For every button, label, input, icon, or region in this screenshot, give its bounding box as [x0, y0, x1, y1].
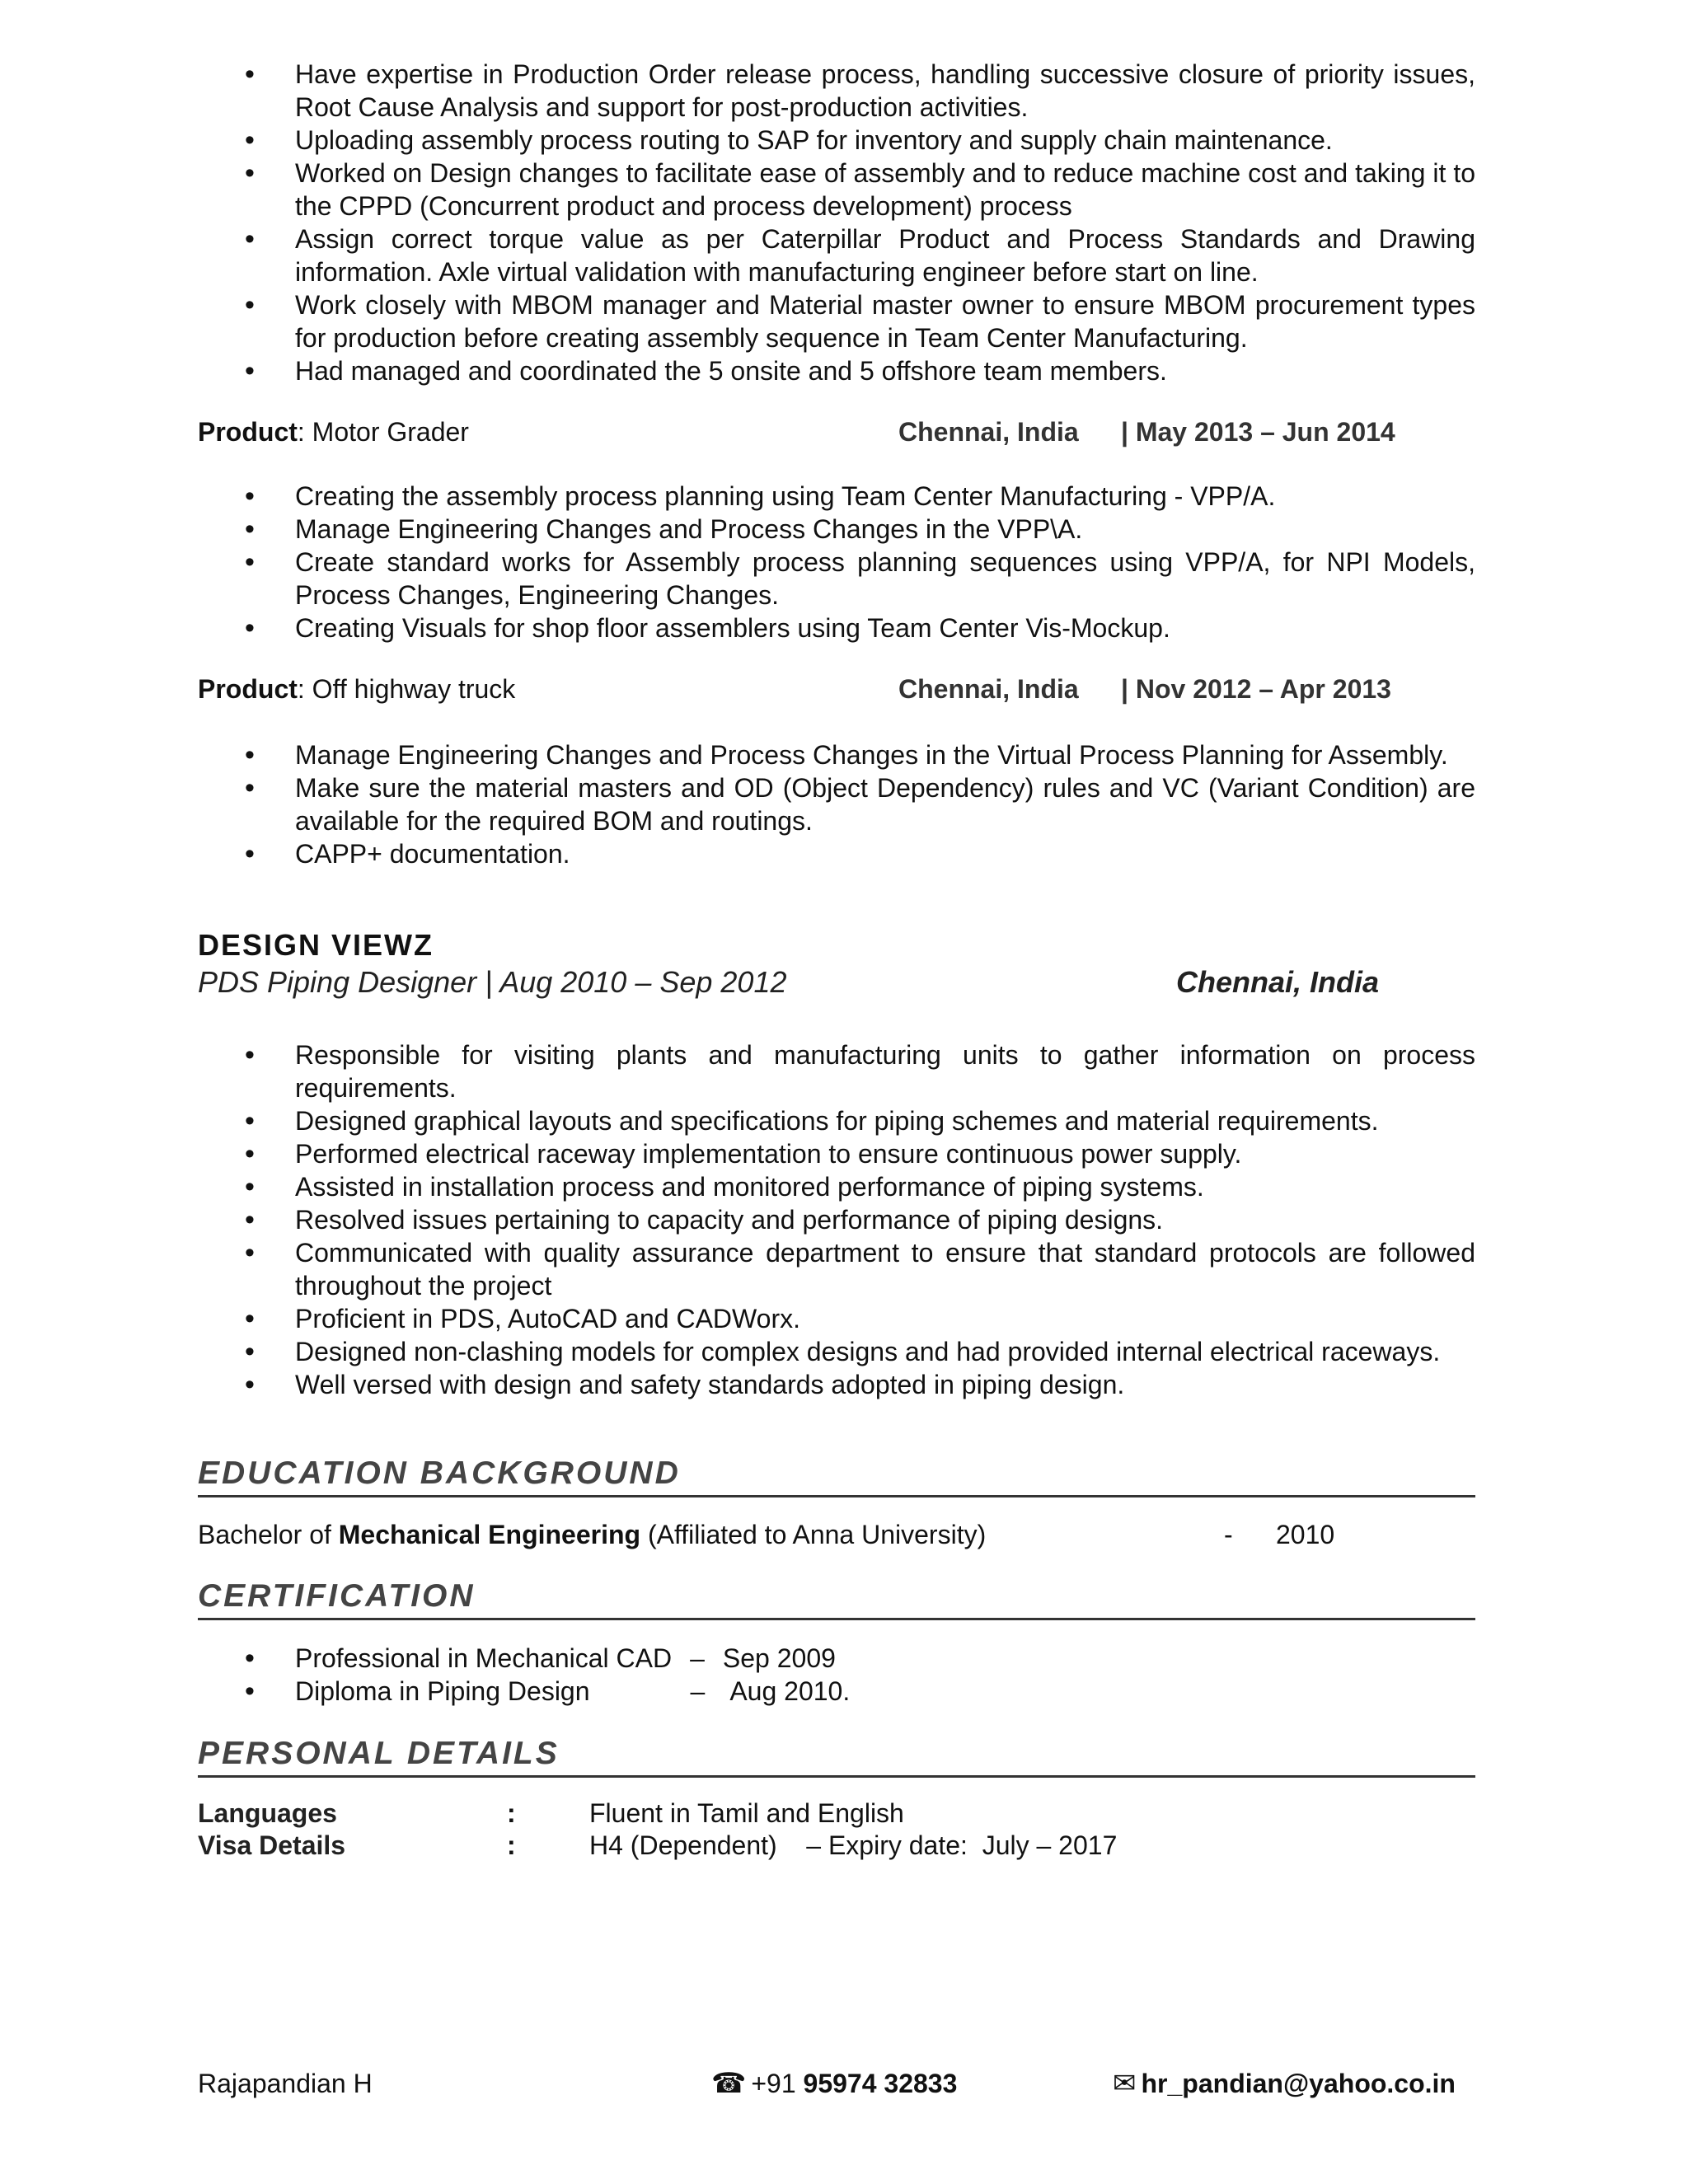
- list-item: • Had managed and coordinated the 5 onsite and 5 offshore team members.: [198, 354, 1475, 387]
- caterpillar-bullet-list: [198, 58, 1475, 387]
- product-off-highway-truck-header: [198, 673, 1517, 705]
- personal-details-heading: PERSONAL DETAILS: [198, 1734, 1475, 1778]
- role-row: [198, 963, 1385, 1001]
- detail-value: Fluent in Tamil and English: [589, 1798, 904, 1828]
- list-item: • Create standard works for Assembly process planning sequences using VPP/A, for NPI Models, Process Changes, Engineering Changes.: [198, 546, 1475, 612]
- degree-name: Mechanical Engineering: [338, 1520, 641, 1549]
- list-item: • Make sure the material masters and OD (Object Dependency) rules and VC (Variant Condition) are available for the required BOM and routings.: [198, 771, 1475, 837]
- list-item: • Creating the assembly process planning using Team Center Manufacturing - VPP/A.: [198, 480, 1475, 513]
- education-heading: EDUCATION BACKGROUND: [198, 1454, 1475, 1497]
- cert-separator: –: [690, 1643, 705, 1673]
- visa-details-row: [198, 1830, 1434, 1862]
- degree-affiliation: (Affiliated to Anna University): [640, 1520, 987, 1549]
- certification-list: [198, 1642, 1475, 1708]
- mail-icon: ✉: [1113, 2068, 1137, 2099]
- email-address: hr_pandian@yahoo.co.in: [1141, 2069, 1456, 2098]
- list-item: • Designed graphical layouts and specifications for piping schemes and material requirements.: [198, 1104, 1475, 1137]
- list-item: • Performed electrical raceway implementation to ensure continuous power supply.: [198, 1137, 1475, 1170]
- list-item: • Worked on Design changes to facilitate ease of assembly and to reduce machine cost and taking it to the CPPD (Concurrent product and process development) process: [198, 157, 1475, 223]
- detail-value: H4 (Dependent) – Expiry date: July – 2017: [589, 1830, 1118, 1860]
- list-item: • Assign correct torque value as per Caterpillar Product and Process Standards and Drawing information. Axle virtual validation with manufacturing engineer before start on line.: [198, 223, 1475, 288]
- list-item: • Work closely with MBOM manager and Material master owner to ensure MBOM procurement types for production before creating assembly sequence in Team Center Manufacturing.: [198, 288, 1475, 354]
- phone-icon: ☎: [711, 2068, 747, 2099]
- list-item: • Well versed with design and safety standards adopted in piping design.: [198, 1368, 1475, 1401]
- detail-colon: :: [507, 1830, 516, 1860]
- role-location: Chennai, India: [1176, 965, 1380, 999]
- role-title: PDS Piping Designer | Aug 2010 – Sep 2012: [198, 965, 787, 999]
- certification-heading: CERTIFICATION: [198, 1577, 1475, 1620]
- degree-prefix: Bachelor of: [198, 1520, 339, 1549]
- list-item: [198, 1675, 1475, 1708]
- list-item: • Responsible for visiting plants and manufacturing units to gather information on process requirements.: [198, 1038, 1475, 1104]
- product-date-range: | May 2013 – Jun 2014: [1121, 417, 1395, 447]
- list-item: [198, 1642, 1475, 1675]
- product-label: Product: [198, 674, 298, 704]
- detail-key: Languages: [198, 1798, 337, 1828]
- languages-row: [198, 1797, 1434, 1830]
- product-label: Product: [198, 417, 298, 447]
- list-item: • Manage Engineering Changes and Process Changes in the Virtual Process Planning for Assembly.: [198, 738, 1475, 771]
- company-name: DESIGN VIEWZ: [198, 928, 434, 962]
- detail-colon: :: [507, 1798, 516, 1828]
- design-viewz-bullet-list: [198, 1038, 1475, 1401]
- cert-separator: –: [690, 1676, 706, 1706]
- page-footer: [198, 2064, 1484, 2102]
- footer-name: Rajapandian H: [198, 2069, 373, 2098]
- degree-year: 2010: [1276, 1520, 1335, 1549]
- phone-number: 95974 32833: [803, 2069, 958, 2098]
- detail-key: Visa Details: [198, 1830, 346, 1860]
- product-location: Chennai, India: [898, 417, 1079, 447]
- phone-prefix: +91: [751, 2069, 804, 2098]
- list-item: • Have expertise in Production Order release process, handling successive closure of priority issues, Root Cause Analysis and support for post-production activities.: [198, 58, 1475, 124]
- product-name: : Motor Grader: [297, 417, 469, 447]
- list-item: • Uploading assembly process routing to SAP for inventory and supply chain maintenance.: [198, 124, 1475, 157]
- cert-date: Sep 2009: [722, 1643, 836, 1673]
- list-item: • Resolved issues pertaining to capacity and performance of piping designs.: [198, 1203, 1475, 1236]
- off-highway-truck-bullet-list: [198, 738, 1475, 870]
- list-item: • Assisted in installation process and monitored performance of piping systems.: [198, 1170, 1475, 1203]
- degree-dash: -: [1224, 1520, 1233, 1549]
- education-row: [198, 1518, 1434, 1551]
- list-item: • Designed non-clashing models for complex designs and had provided internal electrical raceways.: [198, 1335, 1475, 1368]
- footer-phone: [711, 2064, 957, 2102]
- product-name: : Off highway truck: [297, 674, 516, 704]
- list-item: • CAPP+ documentation.: [198, 837, 1475, 870]
- product-motor-grader-header: [198, 415, 1517, 448]
- product-date-range: | Nov 2012 – Apr 2013: [1121, 674, 1391, 704]
- cert-name: Diploma in Piping Design: [295, 1676, 590, 1706]
- list-item: • Creating Visuals for shop floor assemblers using Team Center Vis-Mockup.: [198, 612, 1475, 644]
- list-item: • Communicated with quality assurance department to ensure that standard protocols are followed throughout the project: [198, 1236, 1475, 1302]
- list-item: • Proficient in PDS, AutoCAD and CADWorx.: [198, 1302, 1475, 1335]
- list-item: • Manage Engineering Changes and Process Changes in the VPP\A.: [198, 513, 1475, 546]
- cert-date: Aug 2010.: [729, 1676, 851, 1706]
- product-location: Chennai, India: [898, 674, 1079, 704]
- cert-name: Professional in Mechanical CAD: [295, 1643, 673, 1673]
- footer-email: [1113, 2064, 1456, 2102]
- motor-grader-bullet-list: [198, 480, 1475, 644]
